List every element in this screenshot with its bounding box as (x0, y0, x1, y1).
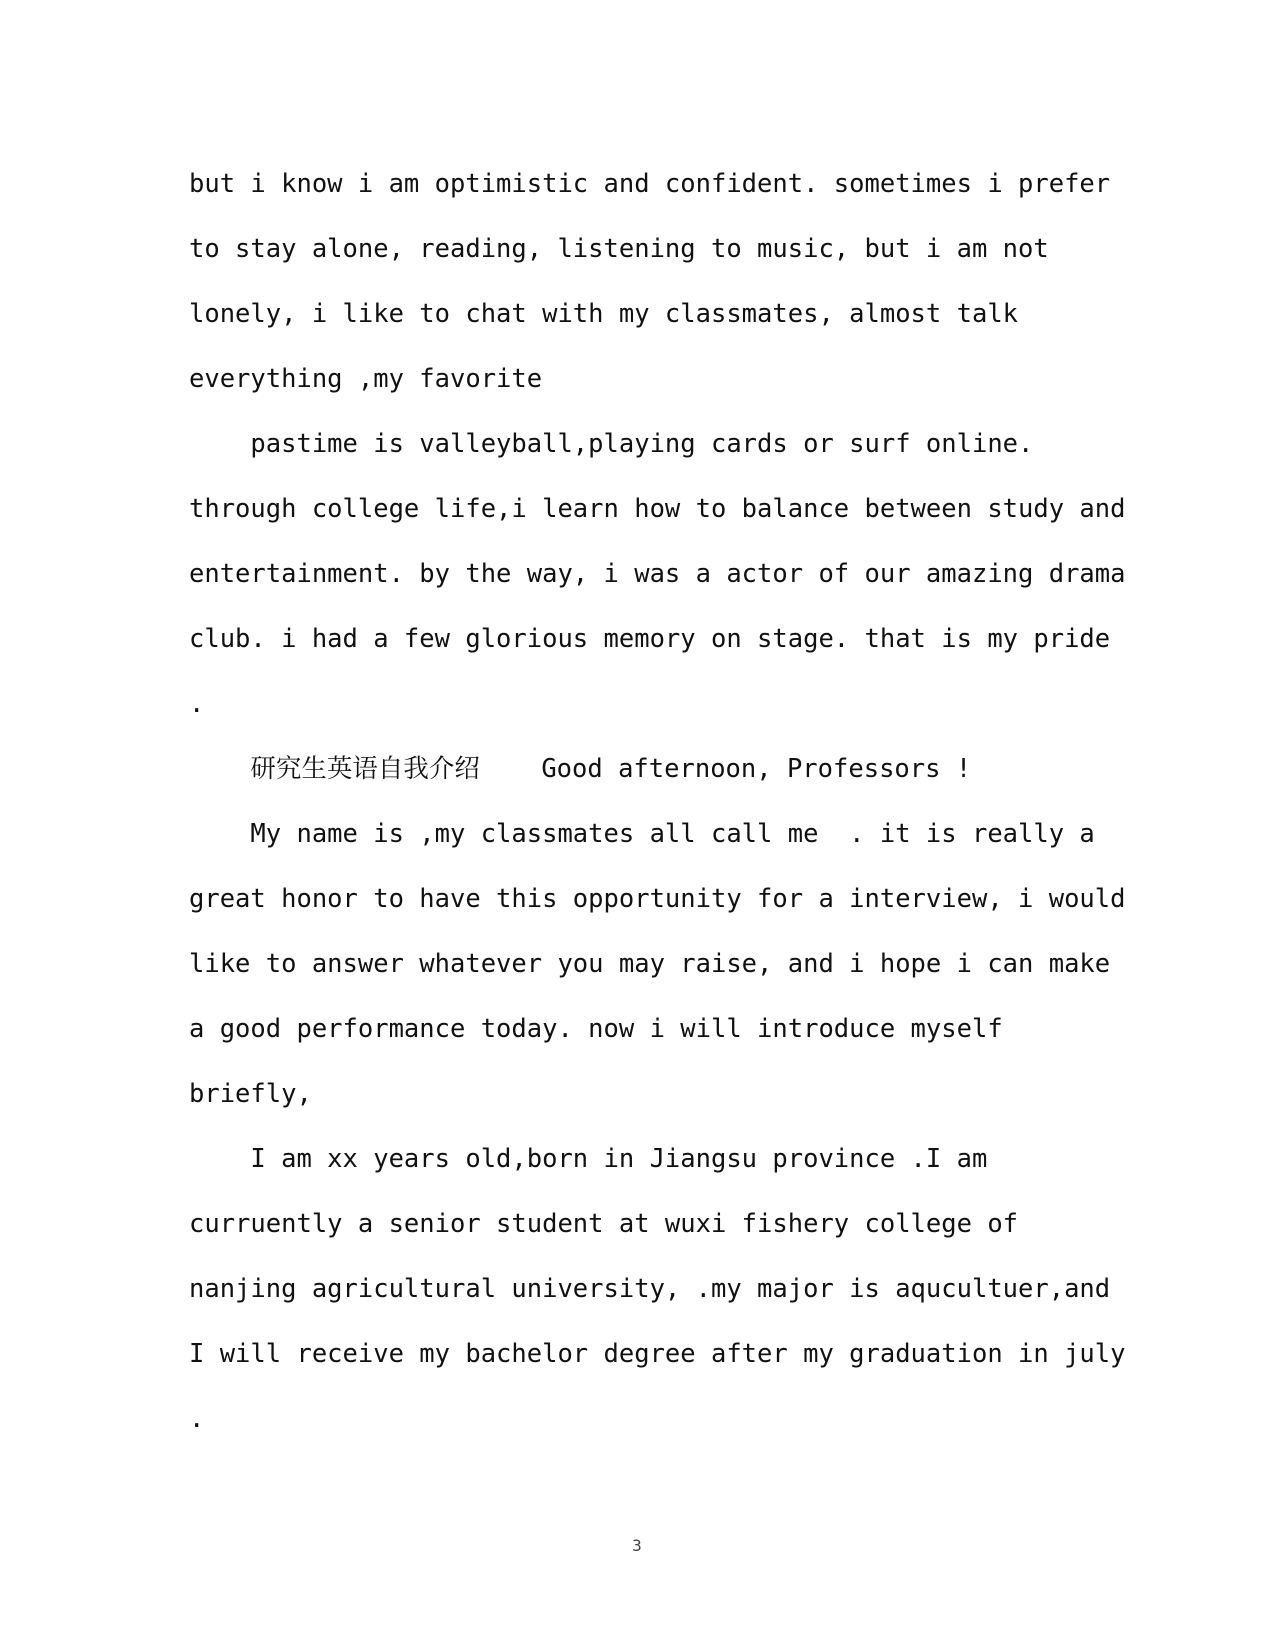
text-line: curruently a senior student at wuxi fishery college of (189, 1209, 1019, 1239)
text-line: pastime is valleyball,playing cards or surf online. (189, 429, 1034, 459)
text-line: My name is ,my classmates all call me . it is really a (189, 819, 1095, 849)
text-line: through college life,i learn how to balance between study and (189, 494, 1126, 524)
text-line: like to answer whatever you may raise, and i hope i can make (189, 949, 1111, 979)
text-line: everything ,my favorite (189, 364, 543, 394)
text-line: a good performance today. now i will introduce myself (189, 1014, 1003, 1044)
text-line: 研究生英语自我介绍 Good afternoon, Professors ! (189, 754, 972, 784)
text-line: . (189, 1404, 205, 1434)
text-line: briefly, (189, 1079, 312, 1109)
text-line: but i know i am optimistic and confident. sometimes i prefer (189, 169, 1111, 199)
text-line: . (189, 689, 205, 719)
text-line: to stay alone, reading, listening to music, but i am not (189, 234, 1049, 264)
text-line: great honor to have this opportunity for a interview, i would (189, 884, 1126, 914)
text-line: club. i had a few glorious memory on stage. that is my pride (189, 624, 1111, 654)
text-line: lonely, i like to chat with my classmates, almost talk (189, 299, 1019, 329)
text-line: I am xx years old,born in Jiangsu province .I am (189, 1144, 988, 1174)
page-number: 3 (632, 1536, 642, 1555)
text-line: I will receive my bachelor degree after my graduation in july (189, 1339, 1126, 1369)
text-line: entertainment. by the way, i was a actor of our amazing drama (189, 559, 1126, 589)
text-line: nanjing agricultural university, .my major is aqucultuer,and (189, 1274, 1111, 1304)
